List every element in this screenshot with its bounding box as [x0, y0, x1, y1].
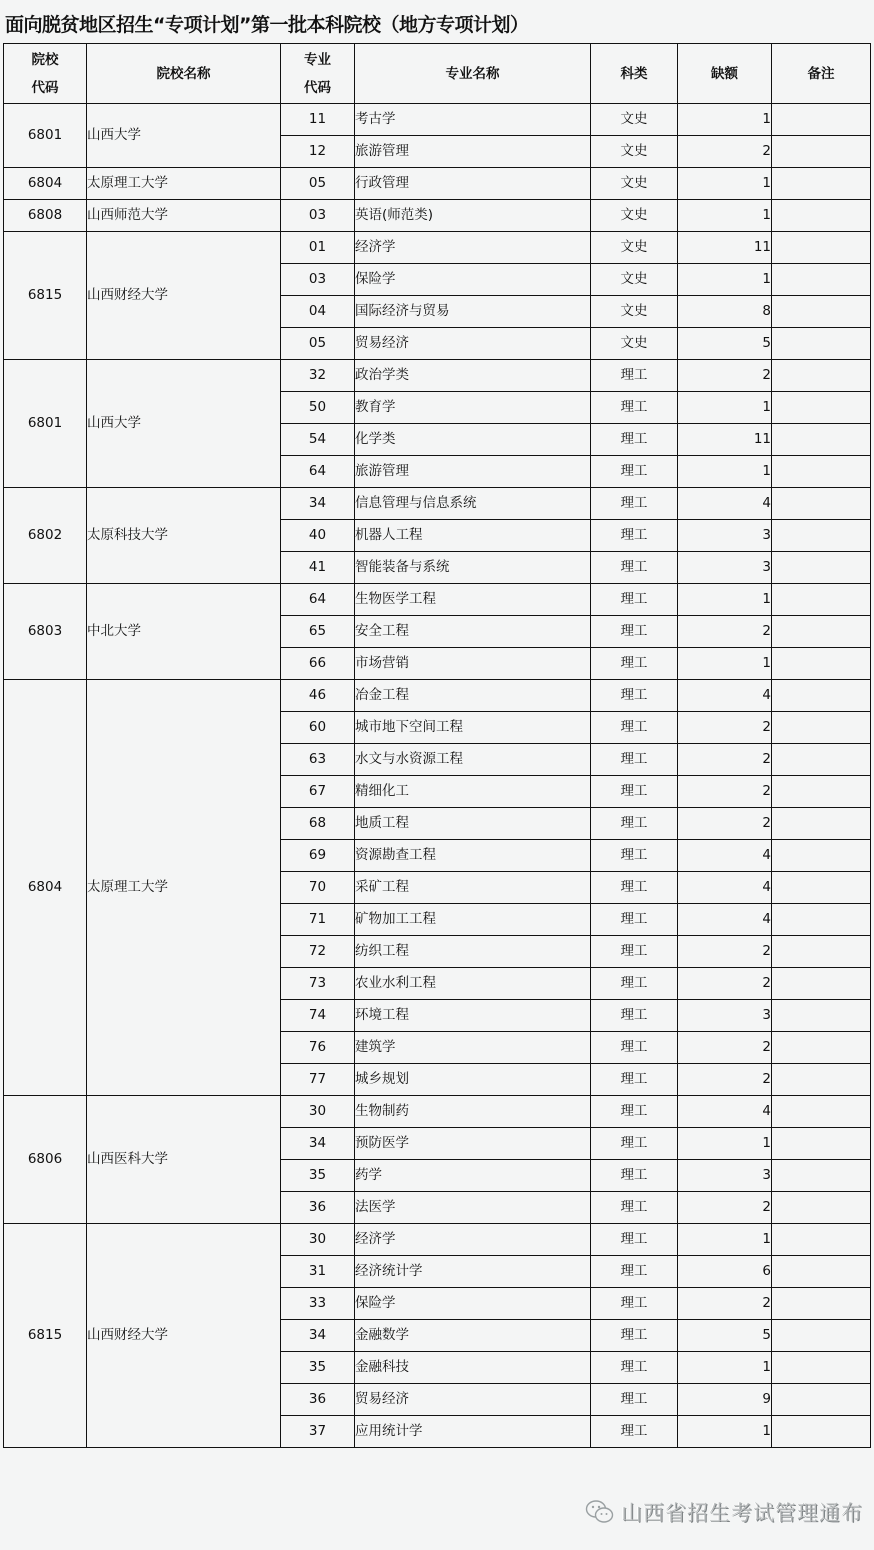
notes-cell — [772, 264, 871, 296]
major-name-cell: 水文与水资源工程 — [355, 744, 591, 776]
major-name-cell: 旅游管理 — [355, 136, 591, 168]
major-name-cell: 经济学 — [355, 1224, 591, 1256]
notes-cell — [772, 648, 871, 680]
vacancies-cell: 2 — [678, 936, 772, 968]
major-code-cell: 03 — [281, 200, 355, 232]
major-code-cell: 12 — [281, 136, 355, 168]
major-name-cell: 地质工程 — [355, 808, 591, 840]
major-name-cell: 生物制药 — [355, 1096, 591, 1128]
vacancies-cell: 8 — [678, 296, 772, 328]
school-code-cell: 6801 — [4, 104, 87, 168]
vacancies-cell: 5 — [678, 328, 772, 360]
vacancies-cell: 2 — [678, 1032, 772, 1064]
vacancies-cell: 1 — [678, 584, 772, 616]
category-cell: 文史 — [591, 104, 678, 136]
major-name-cell: 机器人工程 — [355, 520, 591, 552]
notes-cell — [772, 552, 871, 584]
major-code-cell: 05 — [281, 328, 355, 360]
major-code-cell: 05 — [281, 168, 355, 200]
header-vacancies: 缺额 — [678, 44, 772, 104]
header-category: 科类 — [591, 44, 678, 104]
notes-cell — [772, 1320, 871, 1352]
major-name-cell: 资源勘查工程 — [355, 840, 591, 872]
table-row — [4, 1096, 871, 1128]
major-name-cell: 化学类 — [355, 424, 591, 456]
notes-cell — [772, 584, 871, 616]
school-code-cell: 6815 — [4, 1224, 87, 1448]
category-cell: 理工 — [591, 1416, 678, 1448]
category-cell: 文史 — [591, 232, 678, 264]
major-name-cell: 旅游管理 — [355, 456, 591, 488]
category-cell: 文史 — [591, 200, 678, 232]
major-code-cell: 74 — [281, 1000, 355, 1032]
category-cell: 理工 — [591, 1384, 678, 1416]
major-name-cell: 城乡规划 — [355, 1064, 591, 1096]
school-code-cell: 6804 — [4, 680, 87, 1096]
category-cell: 理工 — [591, 552, 678, 584]
category-cell: 理工 — [591, 808, 678, 840]
header-school-name: 院校名称 — [87, 44, 281, 104]
major-code-cell: 34 — [281, 488, 355, 520]
notes-cell — [772, 392, 871, 424]
major-name-cell: 国际经济与贸易 — [355, 296, 591, 328]
major-name-cell: 纺织工程 — [355, 936, 591, 968]
notes-cell — [772, 1096, 871, 1128]
notes-cell — [772, 200, 871, 232]
major-code-cell: 50 — [281, 392, 355, 424]
notes-cell — [772, 104, 871, 136]
major-code-cell: 32 — [281, 360, 355, 392]
school-code-cell: 6808 — [4, 200, 87, 232]
vacancies-cell: 4 — [678, 680, 772, 712]
major-code-cell: 11 — [281, 104, 355, 136]
major-code-cell: 35 — [281, 1160, 355, 1192]
vacancies-cell: 2 — [678, 712, 772, 744]
notes-cell — [772, 1128, 871, 1160]
school-code-cell: 6815 — [4, 232, 87, 360]
notes-cell — [772, 712, 871, 744]
category-cell: 理工 — [591, 1352, 678, 1384]
vacancies-cell: 2 — [678, 360, 772, 392]
notes-cell — [772, 136, 871, 168]
header-major-name: 专业名称 — [355, 44, 591, 104]
header-major-code: 专业 代码 — [281, 44, 355, 104]
vacancies-cell: 1 — [678, 200, 772, 232]
notes-cell — [772, 840, 871, 872]
school-code-cell: 6803 — [4, 584, 87, 680]
school-name-cell: 山西财经大学 — [87, 1224, 281, 1448]
major-code-cell: 64 — [281, 456, 355, 488]
major-name-cell: 贸易经济 — [355, 328, 591, 360]
category-cell: 理工 — [591, 1224, 678, 1256]
vacancies-cell: 4 — [678, 1096, 772, 1128]
school-code-cell: 6806 — [4, 1096, 87, 1224]
major-name-cell: 考古学 — [355, 104, 591, 136]
vacancies-cell: 3 — [678, 1000, 772, 1032]
major-name-cell: 采矿工程 — [355, 872, 591, 904]
major-name-cell: 应用统计学 — [355, 1416, 591, 1448]
category-cell: 理工 — [591, 424, 678, 456]
school-code-cell: 6804 — [4, 168, 87, 200]
vacancies-cell: 5 — [678, 1320, 772, 1352]
school-name-cell: 太原科技大学 — [87, 488, 281, 584]
school-name-cell: 山西大学 — [87, 360, 281, 488]
major-code-cell: 70 — [281, 872, 355, 904]
category-cell: 理工 — [591, 744, 678, 776]
category-cell: 理工 — [591, 840, 678, 872]
major-name-cell: 市场营销 — [355, 648, 591, 680]
major-name-cell: 政治学类 — [355, 360, 591, 392]
table-row — [4, 168, 871, 200]
category-cell: 文史 — [591, 328, 678, 360]
major-code-cell: 34 — [281, 1128, 355, 1160]
category-cell: 文史 — [591, 168, 678, 200]
vacancies-cell: 2 — [678, 136, 772, 168]
vacancies-cell: 2 — [678, 776, 772, 808]
school-name-cell: 山西医科大学 — [87, 1096, 281, 1224]
category-cell: 理工 — [591, 584, 678, 616]
vacancies-cell: 1 — [678, 392, 772, 424]
category-cell: 理工 — [591, 360, 678, 392]
notes-cell — [772, 360, 871, 392]
major-name-cell: 英语(师范类) — [355, 200, 591, 232]
major-name-cell: 教育学 — [355, 392, 591, 424]
vacancies-cell: 2 — [678, 616, 772, 648]
category-cell: 文史 — [591, 296, 678, 328]
major-name-cell: 金融科技 — [355, 1352, 591, 1384]
category-cell: 理工 — [591, 712, 678, 744]
header-school-code: 院校 代码 — [4, 44, 87, 104]
notes-cell — [772, 1160, 871, 1192]
wechat-icon — [585, 1499, 615, 1525]
major-code-cell: 71 — [281, 904, 355, 936]
vacancies-cell: 4 — [678, 872, 772, 904]
notes-cell — [772, 968, 871, 1000]
major-name-cell: 金融数学 — [355, 1320, 591, 1352]
vacancies-cell: 2 — [678, 744, 772, 776]
notes-cell — [772, 1032, 871, 1064]
major-code-cell: 76 — [281, 1032, 355, 1064]
category-cell: 理工 — [591, 1032, 678, 1064]
major-code-cell: 01 — [281, 232, 355, 264]
notes-cell — [772, 1256, 871, 1288]
major-code-cell: 73 — [281, 968, 355, 1000]
vacancies-cell: 3 — [678, 552, 772, 584]
notes-cell — [772, 296, 871, 328]
category-cell: 理工 — [591, 1000, 678, 1032]
major-code-cell: 68 — [281, 808, 355, 840]
vacancies-cell: 1 — [678, 1416, 772, 1448]
table-row — [4, 1224, 871, 1256]
watermark — [585, 1497, 863, 1527]
vacancies-cell: 4 — [678, 488, 772, 520]
major-code-cell: 77 — [281, 1064, 355, 1096]
table-row — [4, 200, 871, 232]
major-name-cell: 药学 — [355, 1160, 591, 1192]
vacancies-cell: 1 — [678, 1352, 772, 1384]
major-code-cell: 30 — [281, 1096, 355, 1128]
notes-cell — [772, 328, 871, 360]
major-code-cell: 31 — [281, 1256, 355, 1288]
major-name-cell: 贸易经济 — [355, 1384, 591, 1416]
notes-cell — [772, 904, 871, 936]
category-cell: 理工 — [591, 968, 678, 1000]
notes-cell — [772, 680, 871, 712]
major-code-cell: 69 — [281, 840, 355, 872]
table-row — [4, 360, 871, 392]
school-code-cell: 6801 — [4, 360, 87, 488]
major-code-cell: 66 — [281, 648, 355, 680]
vacancies-cell: 1 — [678, 648, 772, 680]
notes-cell — [772, 456, 871, 488]
notes-cell — [772, 744, 871, 776]
school-name-cell: 山西大学 — [87, 104, 281, 168]
major-code-cell: 04 — [281, 296, 355, 328]
category-cell: 理工 — [591, 1320, 678, 1352]
table-row — [4, 680, 871, 712]
vacancies-cell: 2 — [678, 1192, 772, 1224]
page-title: 面向脱贫地区招生“专项计划”第一批本科院校（地方专项计划） — [5, 14, 529, 36]
table-row — [4, 488, 871, 520]
notes-cell — [772, 616, 871, 648]
notes-cell — [772, 488, 871, 520]
notes-cell — [772, 1224, 871, 1256]
table-row — [4, 232, 871, 264]
major-name-cell: 城市地下空间工程 — [355, 712, 591, 744]
major-code-cell: 54 — [281, 424, 355, 456]
category-cell: 理工 — [591, 520, 678, 552]
category-cell: 理工 — [591, 1128, 678, 1160]
major-code-cell: 41 — [281, 552, 355, 584]
major-name-cell: 保险学 — [355, 1288, 591, 1320]
notes-cell — [772, 424, 871, 456]
major-name-cell: 生物医学工程 — [355, 584, 591, 616]
major-name-cell: 信息管理与信息系统 — [355, 488, 591, 520]
school-code-cell: 6802 — [4, 488, 87, 584]
category-cell: 理工 — [591, 1256, 678, 1288]
category-cell: 理工 — [591, 1096, 678, 1128]
vacancies-cell: 1 — [678, 104, 772, 136]
category-cell: 理工 — [591, 1064, 678, 1096]
vacancies-cell: 1 — [678, 1224, 772, 1256]
notes-cell — [772, 1192, 871, 1224]
school-name-cell: 山西财经大学 — [87, 232, 281, 360]
header-row — [4, 44, 871, 104]
vacancies-cell: 2 — [678, 1064, 772, 1096]
major-code-cell: 67 — [281, 776, 355, 808]
vacancies-cell: 4 — [678, 904, 772, 936]
major-code-cell: 65 — [281, 616, 355, 648]
category-cell: 理工 — [591, 648, 678, 680]
major-name-cell: 建筑学 — [355, 1032, 591, 1064]
major-code-cell: 64 — [281, 584, 355, 616]
major-name-cell: 精细化工 — [355, 776, 591, 808]
vacancies-cell: 11 — [678, 424, 772, 456]
vacancies-cell: 2 — [678, 808, 772, 840]
school-name-cell: 太原理工大学 — [87, 168, 281, 200]
major-code-cell: 63 — [281, 744, 355, 776]
table-body — [4, 104, 871, 1448]
category-cell: 理工 — [591, 1192, 678, 1224]
vacancies-cell: 3 — [678, 1160, 772, 1192]
category-cell: 理工 — [591, 680, 678, 712]
major-name-cell: 保险学 — [355, 264, 591, 296]
notes-cell — [772, 776, 871, 808]
major-name-cell: 经济统计学 — [355, 1256, 591, 1288]
vacancies-cell: 1 — [678, 1128, 772, 1160]
major-name-cell: 冶金工程 — [355, 680, 591, 712]
category-cell: 理工 — [591, 904, 678, 936]
watermark-text: 山西省招生考试管理通布 — [621, 1501, 863, 1525]
category-cell: 理工 — [591, 392, 678, 424]
vacancies-cell: 2 — [678, 1288, 772, 1320]
vacancies-cell: 2 — [678, 968, 772, 1000]
major-code-cell: 72 — [281, 936, 355, 968]
school-name-cell: 太原理工大学 — [87, 680, 281, 1096]
notes-cell — [772, 1352, 871, 1384]
major-name-cell: 经济学 — [355, 232, 591, 264]
notes-cell — [772, 1064, 871, 1096]
major-code-cell: 40 — [281, 520, 355, 552]
category-cell: 理工 — [591, 1160, 678, 1192]
notes-cell — [772, 232, 871, 264]
major-name-cell: 安全工程 — [355, 616, 591, 648]
vacancies-cell: 11 — [678, 232, 772, 264]
notes-cell — [772, 936, 871, 968]
major-name-cell: 农业水利工程 — [355, 968, 591, 1000]
category-cell: 理工 — [591, 936, 678, 968]
major-name-cell: 行政管理 — [355, 168, 591, 200]
category-cell: 理工 — [591, 488, 678, 520]
major-code-cell: 36 — [281, 1192, 355, 1224]
category-cell: 理工 — [591, 776, 678, 808]
notes-cell — [772, 872, 871, 904]
vacancies-cell: 6 — [678, 1256, 772, 1288]
admission-plan-table — [3, 43, 871, 1448]
vacancies-cell: 1 — [678, 168, 772, 200]
category-cell: 理工 — [591, 456, 678, 488]
major-code-cell: 60 — [281, 712, 355, 744]
vacancies-cell: 1 — [678, 456, 772, 488]
notes-cell — [772, 1384, 871, 1416]
notes-cell — [772, 520, 871, 552]
category-cell: 文史 — [591, 136, 678, 168]
major-name-cell: 环境工程 — [355, 1000, 591, 1032]
major-code-cell: 37 — [281, 1416, 355, 1448]
major-code-cell: 35 — [281, 1352, 355, 1384]
major-code-cell: 30 — [281, 1224, 355, 1256]
major-code-cell: 03 — [281, 264, 355, 296]
notes-cell — [772, 1288, 871, 1320]
school-name-cell: 中北大学 — [87, 584, 281, 680]
category-cell: 理工 — [591, 616, 678, 648]
school-name-cell: 山西师范大学 — [87, 200, 281, 232]
table-row — [4, 104, 871, 136]
category-cell: 文史 — [591, 264, 678, 296]
major-name-cell: 智能装备与系统 — [355, 552, 591, 584]
vacancies-cell: 9 — [678, 1384, 772, 1416]
major-code-cell: 34 — [281, 1320, 355, 1352]
notes-cell — [772, 1000, 871, 1032]
major-code-cell: 33 — [281, 1288, 355, 1320]
major-code-cell: 36 — [281, 1384, 355, 1416]
vacancies-cell: 1 — [678, 264, 772, 296]
vacancies-cell: 3 — [678, 520, 772, 552]
notes-cell — [772, 808, 871, 840]
table-row — [4, 584, 871, 616]
notes-cell — [772, 168, 871, 200]
header-notes: 备注 — [772, 44, 871, 104]
major-name-cell: 矿物加工工程 — [355, 904, 591, 936]
category-cell: 理工 — [591, 872, 678, 904]
vacancies-cell: 4 — [678, 840, 772, 872]
category-cell: 理工 — [591, 1288, 678, 1320]
notes-cell — [772, 1416, 871, 1448]
major-code-cell: 46 — [281, 680, 355, 712]
major-name-cell: 预防医学 — [355, 1128, 591, 1160]
major-name-cell: 法医学 — [355, 1192, 591, 1224]
